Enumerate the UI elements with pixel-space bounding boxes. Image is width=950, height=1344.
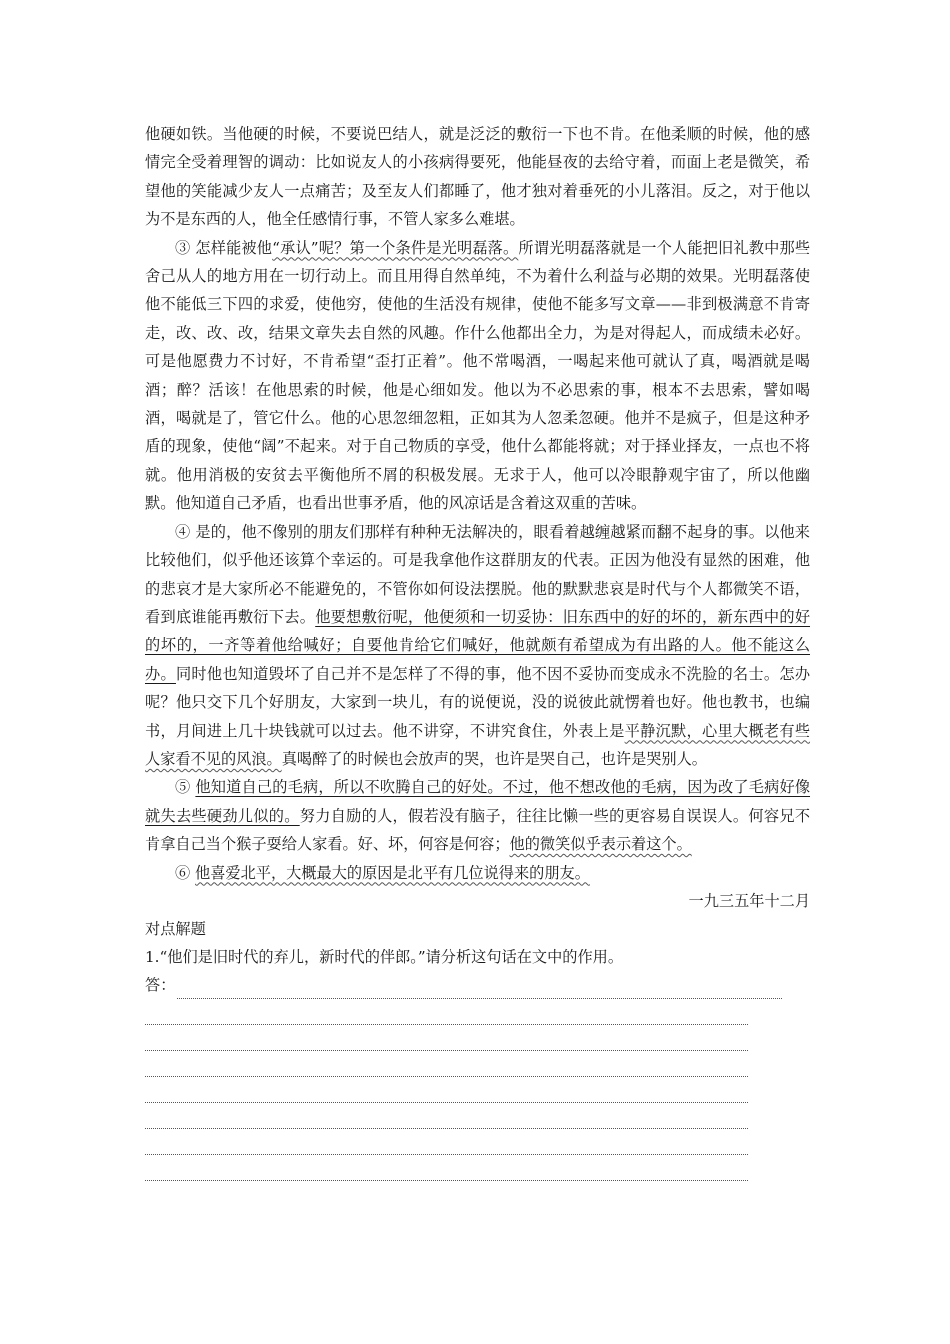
paragraph-5-body: 努力自励的人，假若没有脑子，往往比懒一些的更容易自误误人。何容兄不肯拿自己当个猴子耍给人家看。好、坏，何容是何容； bbox=[145, 806, 811, 854]
answer-line[interactable] bbox=[145, 1078, 748, 1103]
answer-label: 答： bbox=[145, 975, 176, 994]
paragraph-5-lead: ⑤ bbox=[175, 778, 196, 797]
paragraph-intro: 他硬如铁。当他硬的时候，不要说巴结人，就是泛泛的敷衍一下也不肯。在他柔顺的时候，他的感情完全受着理智的调动：比如说友人的小孩病得要死，他能昼夜的去给守着，而面上老是微笑，希望他的笑能减少友人一点痛苦；及至友人们都睡了，他才独对着垂死的小儿落泪。反之，对于他以为不是东西的人，他全任感情行事，不管人家多么难堪。 bbox=[145, 125, 810, 229]
paragraph-6-wavy-underline: 他喜爱北平，大概最大的原因是北平有几位说得来的朋友。 bbox=[195, 863, 590, 882]
paragraph-4-underlined: 他要想敷衍呢，他便须和一切妥协：旧东西中的好的坏的，新东西中的好的坏的，一齐等着他给喊好；自要他肯给它们喊好，他就颇有希望成为有出路的人。他不能这么办。 bbox=[145, 607, 811, 683]
paragraph-4-lead: ④ 是的，他不像别的朋友们那样有种种无法解决的，眼看着越缠越紧而翻不起身的事。以他来比较他们，似乎他还该算个幸运的。可是我拿他作这群朋友的代表。正因为他没有显然的困难，他的悲哀才是大家所必不能避免的，不管你如何设法摆脱。他的默默悲哀是时代与个人都微笑不语，看到底谁能再敷衍下去。 bbox=[145, 522, 810, 626]
paragraph-3-body: 所谓光明磊落就是一个人能把旧礼教中那些舍己从人的地方用在一切行动上。而且用得自然单纯，不为着什么利益与必期的效果。光明磊落使他不能低三下四的求爱，使他穷，使他的生活没有规律，使他不能多写文章——非到极满意不肯寄走，改、改、改，结果文章失去自然的风趣。作什么他都出全力，为是对得起人，而成绩未必好。可是他愿费力不讨好，不肯希望“歪打正着”。他不常喝酒，一喝起来他可就认了真，喝酒就是喝酒；醉？活该！在他思索的时候，他是心细如发。他以为不必思索的事，根本不去思索，譬如喝酒，喝就是了，管它什么。他的心思忽细忽粗，正如其为人忽柔忽硬。他并不是疯子，但是这种矛盾的现象，使他“阔”不起来。对于自己物质的享受，他什么都能将就；对于择业择友，一点也不将就。他用消极的安贫去平衡他所不屑的积极发展。无求于人，他可以冷眼静观宇宙了，所以他幽默。他知道自己矛盾，也看出世事矛盾，他的风凉话是含着这双重的苦味。 bbox=[145, 238, 811, 513]
paragraph-4-wavy-underline: 平静沉默，心里大概老有些人家看不见的风浪。 bbox=[145, 721, 811, 768]
paragraph-6 bbox=[145, 859, 810, 887]
paragraph-3-lead: ③ 怎样能被他 bbox=[175, 238, 273, 257]
answer-line[interactable] bbox=[145, 1156, 748, 1181]
paragraph-5 bbox=[145, 773, 810, 858]
paragraph-5-underlined: 他知道自己的毛病，所以不吹腾自己的好处。不过，他不想改他的毛病，因为改了毛病好像就失去些硬劲儿似的。 bbox=[145, 778, 811, 825]
answer-line[interactable] bbox=[145, 1052, 748, 1077]
paragraph-5-wavy-underline: 他的微笑似乎表示着这个。 bbox=[509, 835, 692, 854]
article-body bbox=[145, 120, 810, 1181]
exercise-section-title: 对点解题 bbox=[145, 919, 206, 938]
paragraph-3-wavy-underline: “承认”呢？第一个条件是光明磊落。 bbox=[272, 238, 519, 257]
answer-line[interactable] bbox=[145, 1000, 748, 1025]
answer-line[interactable] bbox=[177, 978, 782, 999]
paragraph-4-body: 同时他也知道毁坏了自己并不是怎样了不得的事，他不因不妥协而变成永不洗脸的名士。怎办呢？他只交下几个好朋友，大家到一块儿，有的说便说，没的说彼此就愣着也好。他也教书，也编书，月间进上几十块钱就可以过去。他不讲穿，不讲究食住，外表上是 bbox=[145, 664, 811, 740]
answer-line[interactable] bbox=[145, 1104, 748, 1129]
paragraph-4-tail: 真喝醉了的时候也会放声的哭，也许是哭自己，也许是哭别人。 bbox=[281, 749, 707, 768]
paragraph-6-lead: ⑥ bbox=[175, 863, 196, 882]
answer-line[interactable] bbox=[145, 1130, 748, 1155]
paragraph-3 bbox=[145, 234, 810, 518]
question-1: 1.“他们是旧时代的弃儿，新时代的伴郎。”请分析这句话在文中的作用。 bbox=[145, 947, 624, 966]
article-date: 一九三五年十二月 bbox=[688, 891, 810, 910]
answer-row bbox=[145, 971, 810, 999]
answer-line[interactable] bbox=[145, 1026, 748, 1051]
paragraph-4 bbox=[145, 518, 810, 774]
